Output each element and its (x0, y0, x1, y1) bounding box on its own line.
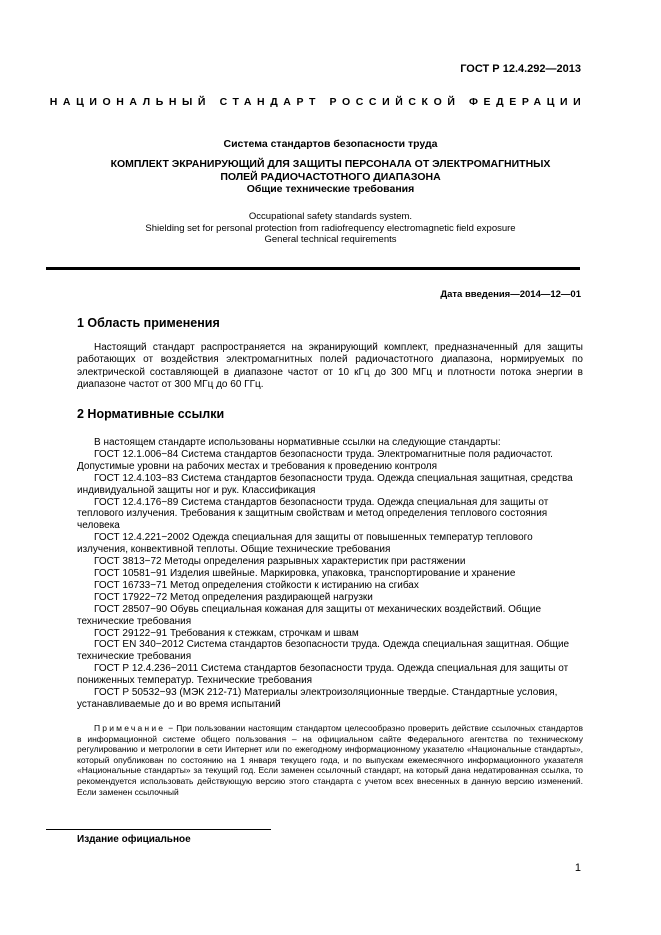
reference-item: ГОСТ Р 12.4.236−2011 Система стандартов безопасности труда. Одежда специальная для защиты от пониженных температур. Технические требования (77, 663, 569, 687)
reference-item: ГОСТ 16733−71 Метод определения стойкости к истиранию на сгибах (94, 579, 419, 591)
note-text: − При пользовании настоящим стандартом целесообразно проверить действие ссылочных стандартов в информационной системе общего пользования – на официальном сайте Федерального агентства по техническому регулированию и метрологии в сети Интернет или по ежегодному информационному указателю «Национальные стандарты», который опубликован по состоянию на 1 января текущего года, и по выпускам ежемесячного информационного указателя «Национальные стандарты» за текущий год. Если заменен ссылочный стандарт, на который дана недатированная ссылка, то рекомендуется использовать действующую версию этого стандарта с учетом всех внесенных в данную версию изменений. Если заменен ссылочный (77, 723, 583, 797)
official-edition-label: Издание официальное (77, 834, 191, 845)
title-subtitle: Общие технические требования (246, 183, 415, 195)
reference-item: ГОСТ 28507−90 Обувь специальная кожаная для защиты от механических воздействий. Общие технические требования (77, 603, 542, 627)
section-1-text (77, 342, 583, 392)
reference-item: ГОСТ 17922−72 Метод определения раздирающей нагрузки (94, 591, 373, 603)
title-divider (46, 267, 580, 270)
reference-item: ГОСТ EN 340−2012 Система стандартов безопасности труда. Одежда специальная защитная. Общие технические требования (77, 639, 570, 663)
references-list (77, 437, 583, 711)
national-standard-heading: НАЦИОНАЛЬНЫЙ СТАНДАРТ РОССИЙСКОЙ ФЕДЕРАЦИИ (49, 96, 587, 108)
note-label: Примечание (94, 723, 166, 733)
section-1-heading: 1 Область применения (77, 316, 220, 330)
title-line: КОМПЛЕКТ ЭКРАНИРУЮЩИЙ ДЛЯ ЗАЩИТЫ ПЕРСОНАЛА ОТ ЭЛЕКТРОМАГНИТНЫХ (110, 158, 551, 170)
reference-item: ГОСТ 12.4.221−2002 Одежда специальная для защиты от повышенных температур теплового излучения, конвективной теплоты. Общие технические требования (77, 532, 533, 556)
reference-item: ГОСТ Р 50532−93 (МЭК 212-71) Материалы электроизоляционные твердые. Стандартные условия, устанавливаемые до и во время испытаний (77, 687, 558, 710)
scope-paragraph: Настоящий стандарт распространяется на экранирующий комплект, предназначенный для защиты работающих от воздействия электромагнитных полей радиочастотного диапазона, нормируемых по электрической составляющей в диапазоне частот от 10 кГц до 300 МГц и плотности потока энергии в диапазоне частот от 300 МГц до 60 ГГц. (77, 342, 583, 391)
introduction-date: Дата введения—2014—12—01 (440, 289, 581, 300)
section-2-heading: 2 Нормативные ссылки (77, 407, 225, 421)
document-title (60, 158, 601, 196)
title-line: ПОЛЕЙ РАДИОЧАСТОТНОГО ДИАПАЗОНА (220, 170, 441, 183)
reference-item: ГОСТ 3813−72 Методы определения разрывных характеристик при растяжении (94, 556, 466, 568)
english-title-line: General technical requirements (264, 234, 397, 245)
reference-item: ГОСТ 12.4.103−83 Система стандартов безопасности труда. Одежда специальная защитная, средства индивидуальной защиты ног и рук. Классификация (77, 472, 573, 496)
footer-divider (46, 829, 271, 830)
reference-item: ГОСТ 12.4.176−89 Система стандартов безопасности труда. Одежда специальная для защиты от теплового излучения. Требования к защитным свойствам и метод определения теплового состояния человека (77, 496, 549, 532)
standard-number: ГОСТ Р 12.4.292—2013 (460, 63, 581, 75)
english-title-line: Occupational safety standards system. (248, 211, 413, 222)
note-paragraph (77, 723, 583, 797)
references-note (77, 723, 583, 797)
english-title-line: Shielding set for personal protection from radiofrequency electromagnetic field exposure (145, 222, 516, 234)
reference-item: ГОСТ 12.1.006−84 Система стандартов безопасности труда. Электромагнитные поля радиочастот. Допустимые уровни на рабочих местах и требования к проведению контроля (77, 448, 553, 472)
reference-item: ГОСТ 29122−91 Требования к стежкам, строчкам и швам (94, 627, 359, 639)
english-title (60, 211, 601, 246)
page-number: 1 (574, 862, 581, 874)
standards-system-title: Система стандартов безопасности труда (223, 138, 438, 150)
reference-item: ГОСТ 10581−91 Изделия швейные. Маркировка, упаковка, транспортирование и хранение (94, 567, 516, 579)
references-intro: В настоящем стандарте использованы нормативные ссылки на следующие стандарты: (94, 437, 501, 448)
